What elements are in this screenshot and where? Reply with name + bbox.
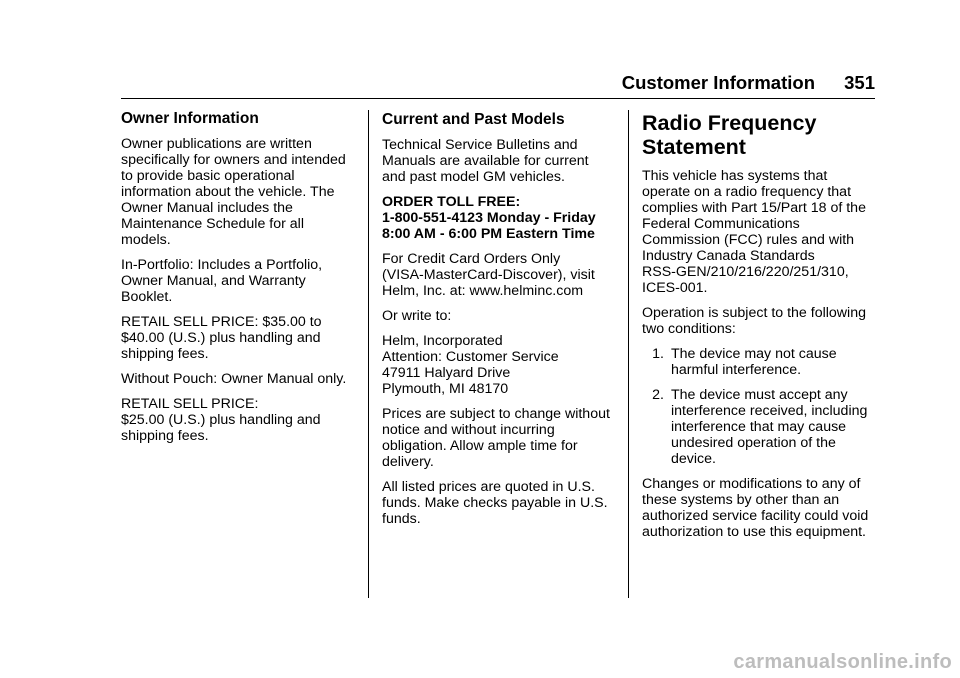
text-line: Or write to: <box>382 308 452 324</box>
text-line: harmful interference. <box>671 362 802 378</box>
column-divider-1 <box>368 110 369 598</box>
paragraph <box>121 396 357 444</box>
section-heading <box>642 111 878 159</box>
text-line: to provide basic operational <box>121 168 295 184</box>
page-number: 351 <box>844 72 875 93</box>
paragraph <box>642 305 878 337</box>
text-line: Maintenance Schedule for all <box>121 216 304 232</box>
phone-number-line: 1-800-551-4123 Monday - Friday <box>382 210 596 226</box>
paragraph <box>121 314 357 362</box>
text-line: Commission (FCC) rules and with <box>642 232 855 248</box>
text-line: ORDER TOLL FREE: <box>382 194 521 210</box>
current-and-past-models-section <box>382 110 618 536</box>
text-line: shipping fees. <box>121 346 209 362</box>
text-line: Federal Communications <box>642 216 800 232</box>
text-line: device. <box>671 451 716 467</box>
paragraph <box>121 257 357 305</box>
text-line: The device must accept any <box>671 387 848 403</box>
list-item-number: 2. <box>652 387 664 403</box>
text-line: interference received, including <box>671 403 868 419</box>
text-line: information about the vehicle. The <box>121 184 335 200</box>
text-line: ICES-001. <box>642 280 708 296</box>
text-line: Booklet. <box>121 289 173 305</box>
text-line: two conditions: <box>642 321 736 337</box>
paragraph <box>121 136 357 248</box>
list-item <box>642 346 878 378</box>
hours-line: 8:00 AM - 6:00 PM Eastern Time <box>382 226 595 242</box>
paragraph <box>382 137 618 185</box>
text-line: models. <box>121 232 171 248</box>
text-line: authorized service facility could void <box>642 508 869 524</box>
text-line: Technical Service Bulletins and <box>382 137 578 153</box>
list-item <box>642 387 878 467</box>
text-line: authorization to use this equipment. <box>642 524 866 540</box>
text-line: undesired operation of the <box>671 435 836 451</box>
text-line: Changes or modifications to any of <box>642 476 861 492</box>
paragraph <box>642 168 878 296</box>
address-line: 47911 Halyard Drive <box>382 365 511 381</box>
text-line: notice and without incurring <box>382 422 555 438</box>
text-line: Owner Manual, and Warranty <box>121 273 306 289</box>
header-divider <box>121 98 875 99</box>
paragraph <box>382 251 618 299</box>
paragraph <box>642 476 878 540</box>
text-line: All listed prices are quoted in U.S. <box>382 479 595 495</box>
text-line: obligation. Allow ample time for <box>382 438 578 454</box>
text-line: specifically for owners and intended <box>121 152 346 168</box>
paragraph <box>382 406 618 470</box>
text-line: funds. <box>382 511 421 527</box>
text-line: RETAIL SELL PRICE: $35.00 to <box>121 314 322 330</box>
text-line: these systems by other than an <box>642 492 840 508</box>
page-header-title: Customer Information <box>621 72 815 93</box>
text-line: Owner Manual includes the <box>121 200 293 216</box>
text-line: delivery. <box>382 454 434 470</box>
watermark: carmanualsonline.info <box>733 651 952 673</box>
text-line: For Credit Card Orders Only <box>382 251 561 267</box>
website-line: Helm, Inc. at: www.helminc.com <box>382 283 584 299</box>
text-line: The device may not cause <box>671 346 837 362</box>
order-toll-free-block <box>382 194 618 242</box>
heading-line: Statement <box>642 135 746 159</box>
text-line: Prices are subject to change without <box>382 406 610 422</box>
text-line: $40.00 (U.S.) plus handling and <box>121 330 321 346</box>
section-heading: Owner Information <box>121 110 259 127</box>
paragraph <box>121 371 357 387</box>
text-line: RETAIL SELL PRICE: <box>121 396 259 412</box>
text-line: Owner publications are written <box>121 136 312 152</box>
heading-line: Radio Frequency <box>642 111 817 135</box>
text-line: Industry Canada Standards <box>642 248 815 264</box>
text-line: funds. Make checks payable in U.S. <box>382 495 608 511</box>
section-heading: Current and Past Models <box>382 111 565 128</box>
paragraph <box>382 308 618 324</box>
text-line: Without Pouch: Owner Manual only. <box>121 371 347 387</box>
text-line: In-Portfolio: Includes a Portfolio, <box>121 257 323 273</box>
text-line: complies with Part 15/Part 18 of the <box>642 200 866 216</box>
paragraph <box>382 479 618 527</box>
list-item-number: 1. <box>652 346 664 362</box>
text-line: Manuals are available for current <box>382 153 589 169</box>
text-line: (VISA-MasterCard-Discover), visit <box>382 267 595 283</box>
owner-information-section <box>121 110 357 453</box>
text-line: operate on a radio frequency that <box>642 184 852 200</box>
column-divider-2 <box>628 110 629 598</box>
mailing-address <box>382 333 618 397</box>
text-line: interference that may cause <box>671 419 847 435</box>
text-line: $25.00 (U.S.) plus handling and <box>121 412 321 428</box>
text-line: Operation is subject to the following <box>642 305 866 321</box>
text-line: RSS-GEN/210/216/220/251/310, <box>642 264 849 280</box>
address-line: Plymouth, MI 48170 <box>382 381 509 397</box>
address-line: Helm, Incorporated <box>382 333 503 349</box>
radio-frequency-statement-section <box>642 110 878 549</box>
text-line: This vehicle has systems that <box>642 168 828 184</box>
text-line: and past model GM vehicles. <box>382 169 565 185</box>
text-line: shipping fees. <box>121 428 209 444</box>
address-line: Attention: Customer Service <box>382 349 559 365</box>
